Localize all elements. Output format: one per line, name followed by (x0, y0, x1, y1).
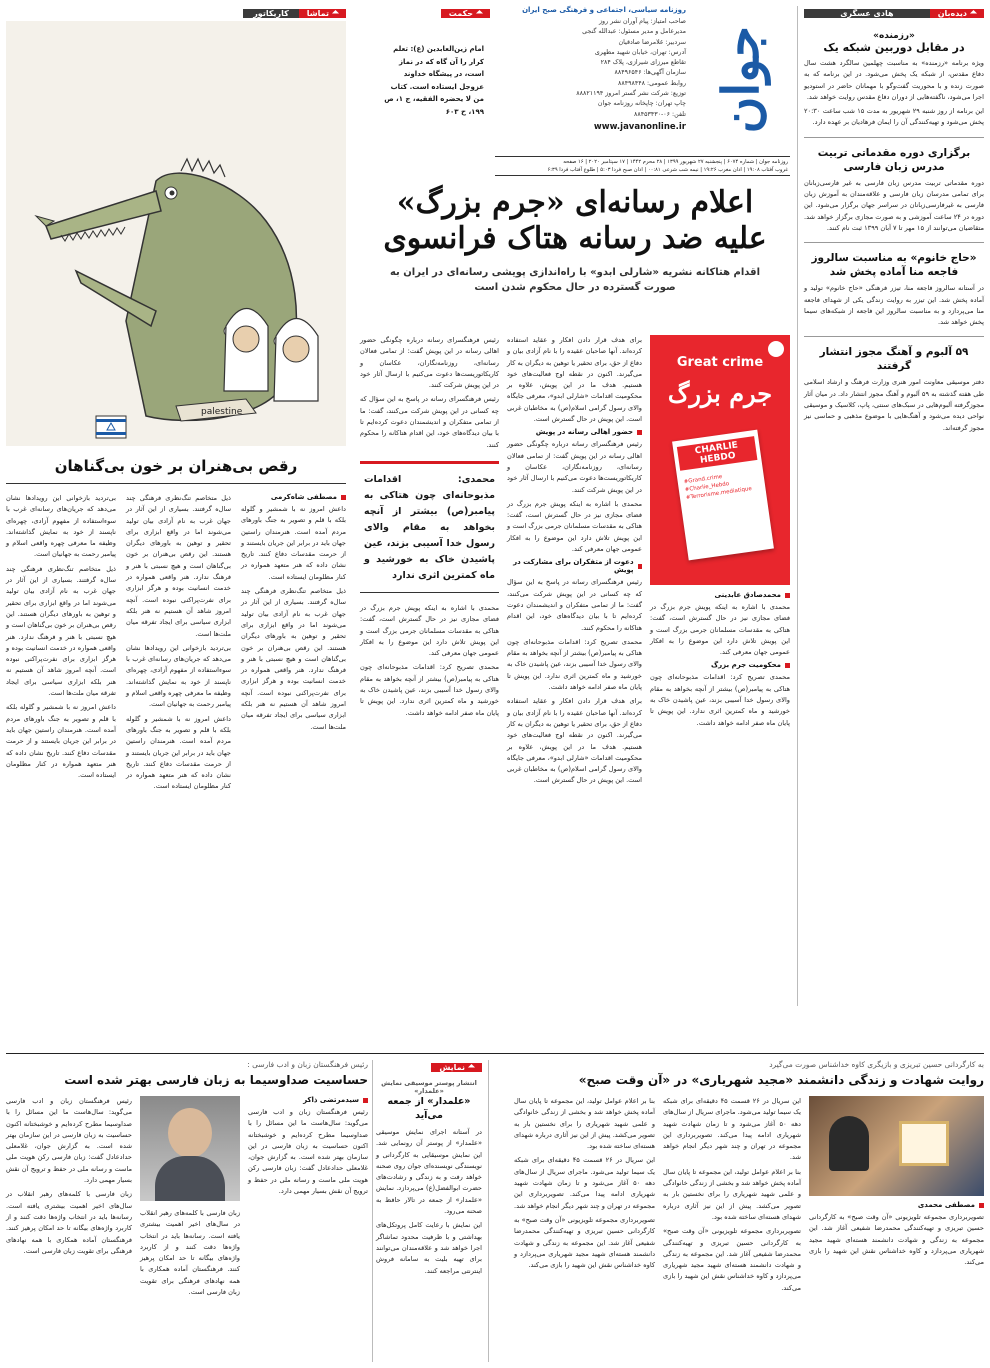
rc-h1: در مقابل دوربین شبکه یک (823, 41, 965, 54)
hekmat-box (365, 6, 490, 176)
staff-line: روابط عمومی: ۸۸۴۹۸۴۴۸ (617, 79, 686, 87)
rc-p3: در آستانه سالروز فاجعه منا، تیزر فرهنگی «حاج خانوم» تولید و آماده پخش شد. این تیزر به روایت زندگی یکی از شهدای فاجعه منا می‌پردازد و به مناسبت سالروز این فاجعه از شبکه‌های سیما پخش خواهد شد. (804, 284, 984, 327)
b1-byline: سیدمرتضی ذاکر (248, 1096, 368, 1104)
b1-photo (140, 1096, 240, 1201)
lead-sub-1: حضور اهالی رسانه در پویش (507, 428, 642, 436)
logo-text: جوان (710, 26, 770, 134)
logo (690, 6, 790, 154)
rc-h1-pre: «رزمنده» (873, 31, 915, 41)
issue-strip: روزنامه جوان | شماره ۶۰۷۴ | پنجشنبه ۲۷ شهریور ۱۳۹۹ | ۲۸ محرم ۱۴۴۲ | ۱۷ سپتامبر ۲۰۲۰ | ۱۶ صفحه غروب آفتاب ۱۹:۰۸ | اذان مغرب ۱۹:۲۶ | نیمه شب شرعی ۰۰:۸۱ | اذان صبح فردا ۵:۰۳ | طلوع آفتاب فردا ۶:۳۹ (495, 156, 790, 176)
staff-line: تقاطع میرزای شیرازی، پلاک ۲۸۴ (600, 59, 686, 67)
rc-h2: برگزاری دوره مقدماتی تربیت مدرس زبان فارسی (817, 146, 971, 173)
lead-poster: Great crime جرم بزرگ CHARLIE HEBDO #Grand.crime #Charlie_Hebdo #Terrorisme.mediatique محمدصادق عابدینی محمدی با اشاره به اینکه پویش جرم بزرگ در فضای مجازی نیز در حال گسترش است، گفت: هتاکی به مقدسات مسلمانان جرمی بزرگ است و این پویش تلاش دارد این موضوع را به افکار عمومی جهان معرفی کند. محکومیت جرم بزرگ محمدی تصریح کرد: اقدامات مذبوحانه‌ای چون هتاکی به پیامبر(ص) بیشتر از آنچه بخواهد به مقام والای رسول خدا آسیبی بزند، عین پاشیدن خاک به خورشید و ماه کمترین اثری ندارد. این پویش تا پایان ماه صفر ادامه خواهد داشت. (650, 335, 790, 785)
opinion-byline: مصطفی شاه‌کرمی (241, 493, 346, 501)
figure-right (274, 319, 318, 402)
staff-line: چاپ تهران: چاپخانه روزنامه جوان (597, 100, 686, 108)
b2-kicker: انتشار پوستر موسیقی نمایش «علمدار» (381, 1079, 477, 1095)
staff-line: توزیع: شرکت نشر گستر امروز ۸۸۸۲۱۱۹۴ (576, 90, 686, 98)
b1-headline: حساسیت صداوسیما به زبان فارسی بهتر شده است (64, 1073, 368, 1087)
figure-left (224, 309, 268, 392)
rc-p1b: این برنامه از روز شنبه ۲۹ شهریور به مدت ۱۵ شب ساعت ۲۰:۳۰ پخش می‌شود و تهیه‌کنندگی آن را ایمان فرهادیان بر عهده دارد. (804, 107, 984, 127)
lead-pullquote: محمدی: اقدامات مذبوحانه‌ای چون هتاکی به پیامبر(ص) بیشتر از آنچه بخواهد به مقام والای رسول خدا آسیبی بزند، عین پاشیدن خاک به خورشید و ماه کمترین اثری ندارد (360, 461, 499, 593)
b3-byline: مصطفی محمدی (809, 1201, 984, 1209)
opinion-headline: رقص بی‌هنران بر خون بی‌گناهان (6, 455, 346, 484)
lead-col-2: برای هدف قرار دادن افکار و عقاید استفاده کرده‌اند. آنها صاحبان عقیده را با نام آزادی بیان و دفاع از حق، برای تحقیر یا توهین به دیگران به کار می‌گیرند. اکنون در نقطه اوج فعالیت‌های خود هستیم. هدف ما در این پویش، علاوه بر محکومیت اقدامات «شارلی ابدو»، معرفی جایگاه والای رسول گرامی اسلام(ص) به مخاطبان غربی است. این پویش در حال گسترش است. حضور اهالی رسانه در پویش رئیس فرهنگسرای رسانه درباره چگونگی حضور اهالی رسانه در این پویش گفت: از تمامی فعالان رسانه‌ای، روزنامه‌نگاران، عکاسان و کاریکاتوریست‌ها دعوت می‌کنیم با ارسال آثار خود در این پویش شرکت کنند. محمدی با اشاره به اینکه پویش جرم بزرگ در فضای مجازی نیز در حال گسترش است، گفت: هتاکی به مقدسات مسلمانان جرمی بزرگ است و این پویش تلاش دارد این موضوع را به افکار عمومی جهان معرفی کند. دعوت از متفکران برای مشارکت در پویش رئیس فرهنگسرای رسانه در پاسخ به این سؤال که چه کسانی در این پویش شرکت می‌کنند، گفت: ما از تمامی متفکران و اندیشمندان دعوت کرده‌ایم تا با بیان دیدگاه‌های خود، این اقدام هتاکانه را محکوم کنند. محمدی تصریح کرد: اقدامات مذبوحانه‌ای چون هتاکی به پیامبر(ص) بیشتر از آنچه بخواهد به مقام والای رسول خدا آسیبی بزند، عین پاشیدن خاک به خورشید و ماه کمترین اثری ندارد. این پویش تا پایان ماه صفر ادامه خواهد داشت. برای هدف قرار دادن افکار و عقاید استفاده کرده‌اند. آنها صاحبان عقیده را با نام آزادی بیان و دفاع از حق، برای تحقیر یا توهین به دیگران به کار می‌گیرند. اکنون در نقطه اوج فعالیت‌های خود هستیم. هدف ما در این پویش، علاوه بر محکومیت اقدامات «شارلی ابدو»، معرفی جایگاه والای رسول گرامی اسلام(ص) به مخاطبان غربی است. این پویش در حال گسترش است. (507, 336, 642, 785)
rc-h3: «حاج خانوم» به مناسبت سالروز فاجعه منا آماده پخش شد (811, 252, 977, 279)
b3-kicker: به کارگردانی حسین تبریزی و بازیگری کاوه خداشناس صورت می‌گیرد (769, 1060, 984, 1069)
rc-p1: ویژه برنامه «رزمنده» به مناسبت چهلمین سالگرد هشت سال دفاع مقدس، از شبکه یک پخش می‌شود. در این برنامه که به صورت زنده و با محوریت گفت‌وگو با مهمانان حاضر در استودیو اجرا می‌شود، ناگفته‌هایی از دوران دفاع مقدس روایت خواهد شد. (804, 59, 984, 101)
b2-headline: «علمدار» از جمعه می‌آید (387, 1096, 471, 1121)
lead-sub-3: محکومیت جرم بزرگ (650, 661, 790, 669)
staff-line: آدرس: تهران، خیابان شهید مطهری (594, 48, 686, 56)
bottom-story-left: رئیس فرهنگستان زبان و ادب فارسی : حساسیت صداوسیما به زبان فارسی بهتر شده است سیدمرتضی ذاکر رئیس فرهنگستان زبان و ادب فارسی می‌گوید: سال‌هاست ما این مسائل را با صداوسیما مطرح کرده‌ایم و خوشبختانه اکنون حساسیت به زبان فارسی در این سازمان بهتر شده است. به گزارش جوان، غلامعلی حدادعادل گفت: زبان فارسی رکن هویت ملی ماست و رسانه ملی در حفظ و ترویج آن نقش بسیار مهمی دارد. رئیس فرهنگستان زبان و ادب فارسی می‌گوید: سال‌هاست ما این مسائل را با صداوسیما مطرح کرده‌ایم و خوشبختانه اکنون حساسیت به زبان فارسی در این سازمان بهتر شده است. به گزارش جوان، غلامعلی حدادعادل گفت: زبان فارسی رکن هویت ملی ماست و رسانه ملی در حفظ و ترویج آن نقش بسیار مهمی دارد. زبان فارسی با کلمه‌های رهبر انقلاب در سال‌های اخیر اهمیت بیشتری یافته است. رسانه‌ها باید در انتخاب واژه‌ها دقت کنند و از کاربرد واژه‌های بیگانه تا حد امکان پرهیز کنند. فرهنگستان آماده همکاری با همه نهادهای فرهنگی برای تقویت زبان فارسی است. زبان فارسی با کلمه‌های رهبر انقلاب در سال‌های اخیر اهمیت بیشتری یافته است. رسانه‌ها باید در انتخاب واژه‌ها دقت کنند و از کاربرد واژه‌های بیگانه تا حد امکان پرهیز کنند. فرهنگستان آماده همکاری با همه نهادهای فرهنگی برای تقویت زبان فارسی است. (6, 1060, 368, 1297)
b1-kicker: رئیس فرهنگستان زبان و ادب فارسی : (247, 1060, 368, 1069)
lead-byline: محمدصادق عابدینی (650, 591, 790, 599)
staff-list (496, 17, 686, 120)
staff-line: مدیرعامل و مدیر مسئول: عبدالله گنجی (582, 28, 686, 36)
hekmat-tag: حکمت (365, 6, 490, 21)
hekmat-quote: امام زین‌العابدین (ع): تعلم کرار را آن گاه که در نماز است، در پیشگاه خداوند عزوجل ایستاده است. کتاب من لا یحضره الفقیه، ج ۱، ص ۱۹۹، ح ۶۰۳ (384, 45, 484, 116)
b3-headline: روایت شهادت و زندگی دانشمند «مجید شهریاری» در «آن وقت صبح» (578, 1073, 984, 1087)
lead-headline-2: علیه ضد رسانه هتاک فرانسوی (383, 221, 767, 256)
b3-photo (809, 1096, 984, 1196)
b2-tag: نمایش (376, 1060, 482, 1075)
lead-col-3: رئیس فرهنگسرای رسانه درباره چگونگی حضور اهالی رسانه در این پویش گفت: از تمامی فعالان رسانه‌ای، روزنامه‌نگاران، عکاسان و کاریکاتوریست‌ها دعوت می‌کنیم با ارسال آثار خود در این پویش شرکت کنند. رئیس فرهنگسرای رسانه در پاسخ به این سؤال که چه کسانی در این پویش شرکت می‌کنند، گفت: ما از تمامی متفکران و اندیشمندان دعوت کرده‌ایم تا با بیان دیدگاه‌های خود، این اقدام هتاکانه را محکوم کنند. محمدی: اقدامات مذبوحانه‌ای چون هتاکی به پیامبر(ص) بیشتر از آنچه بخواهد به مقام والای رسول خدا آسیبی بزند، عین پاشیدن خاک به خورشید و ماه کمترین اثری ندارد محمدی با اشاره به اینکه پویش جرم بزرگ در فضای مجازی نیز در حال گسترش است، گفت: هتاکی به مقدسات مسلمانان جرمی بزرگ است و این پویش تلاش دارد این موضوع را به افکار عمومی جهان معرفی کند. محمدی تصریح کرد: اقدامات مذبوحانه‌ای چون هتاکی به پیامبر(ص) بیشتر از آنچه بخواهد به مقام والای رسول خدا آسیبی بزند، عین پاشیدن خاک به خورشید و ماه کمترین اثری ندارد. این پویش تا پایان ماه صفر ادامه خواهد داشت. (360, 336, 499, 717)
masthead (495, 6, 790, 178)
bottom-story-right: به کارگردانی حسین تبریزی و بازیگری کاوه خداشناس صورت می‌گیرد روایت شهادت و زندگی دانشمند «مجید شهریاری» در «آن وقت صبح» مصطفی محمدی تصویربرداری مجموعه تلویزیونی «آن وقت صبح» به کارگردانی حسین تبریزی و تهیه‌کنندگی محمدرضا شفیعی آغاز شد. این مجموعه به زندگی و شهادت دانشمند هسته‌ای شهید مجید شهریاری می‌پردازد و کاوه خداشناس نقش این شهید را بازی می‌کند. این سریال در ۲۶ قسمت ۴۵ دقیقه‌ای برای شبکه یک سیما تولید می‌شود. ماجرای سریال از سال‌های دهه ۵۰ آغاز می‌شود و تا زمان شهادت شهید شهریاری ادامه پیدا می‌کند. تصویربرداری این مجموعه در تهران و چند شهر دیگر انجام خواهد شد. بنا بر اعلام عوامل تولید، این مجموعه تا پایان سال آماده پخش خواهد شد و بخشی از زندگی خانوادگی و علمی شهید شهریاری را برای نخستین بار به تصویر می‌کشد. پیش از این نیز آثاری درباره شهدای هسته‌ای ساخته شده بود. تصویربرداری مجموعه تلویزیونی «آن وقت صبح» به کارگردانی حسین تبریزی و تهیه‌کنندگی محمدرضا شفیعی آغاز شد. این مجموعه به زندگی و شهادت دانشمند هسته‌ای شهید مجید شهریاری می‌پردازد و کاوه خداشناس نقش این شهید را بازی می‌کند. بنا بر اعلام عوامل تولید، این مجموعه تا پایان سال آماده پخش خواهد شد و بخشی از زندگی خانوادگی و علمی شهید شهریاری را برای نخستین بار به تصویر می‌کشد. پیش از این نیز آثاری درباره شهدای هسته‌ای ساخته شده بود. این سریال در ۲۶ قسمت ۴۵ دقیقه‌ای برای شبکه یک سیما تولید می‌شود. ماجرای سریال از سال‌های دهه ۵۰ آغاز می‌شود و تا زمان شهادت شهید شهریاری ادامه پیدا می‌کند. تصویربرداری این مجموعه در تهران و چند شهر دیگر انجام خواهد شد. تصویربرداری مجموعه تلویزیونی «آن وقت صبح» به کارگردانی حسین تبریزی و تهیه‌کنندگی محمدرضا شفیعی آغاز شد. این مجموعه به زندگی و شهادت دانشمند هسته‌ای شهید مجید شهریاری می‌پردازد و کاوه خداشناس نقش این شهید را بازی می‌کند. (514, 1060, 984, 1292)
lead-subhead: اقدام هتاکانه نشریه «شارلی ابدو» با راه‌اندازی پویشی رسانه‌ای در ایران به صورت گسترده در حال محکوم شدن است (389, 267, 761, 293)
poster-image: Great crime جرم بزرگ CHARLIE HEBDO #Grand.crime #Charlie_Hebdo #Terrorisme.mediatique (650, 335, 790, 585)
bottom-story-middle: نمایش انتشار پوستر موسیقی نمایش «علمدار» «علمدار» از جمعه می‌آید در آستانه اجرای نمایش موسیقی «علمدار» از پوستر آن رونمایی شد. این نمایش موسیقایی به کارگردانی و نویسندگی نویسنده‌ای جوان روی صحنه خواهد رفت و به زندگی و رشادت‌های حضرت ابوالفضل(ع) می‌پردازد. نمایش «علمدار» از جمعه در تالار حافظ به صحنه می‌رود. این نمایش با رعایت کامل پروتکل‌های بهداشتی و با ظرفیت محدود تماشاگر اجرا خواهد شد و علاقه‌مندان می‌توانند برای تهیه بلیت به سامانه فروش اینترنتی مراجعه کنند. (376, 1060, 482, 1362)
rc-p4: دفتر موسیقی معاونت امور هنری وزارت فرهنگ و ارشاد اسلامی طی هفته گذشته به ۵۹ آلبوم و آهنگ مجوز انتشار داد. در میان آثار مجوزگرفته آلبوم‌هایی در سبک‌های سنتی، پاپ، کلاسیک و موسیقی نواحی دیده می‌شود و آهنگ‌هایی با موضوع مذهبی و حماسی نیز مجوز گرفته‌اند. (804, 378, 984, 432)
cartoon-tag: تماشا کاریکاتور (6, 6, 346, 21)
staff-line: تلفن: ۰۶-۸۸۴۵۳۴۳۰ (633, 110, 686, 118)
opinion: رقص بی‌هنران بر خون بی‌گناهان مصطفی شاه‌کرمی داعش امروز نه با شمشیر و گلوله بلکه با قلم و تصویر به جنگ باورهای مردم آمده است. هنرمندان راستین جهان باید در برابر این جریان بایستند و از حرمت مقدسات دفاع کنند. تاریخ نشان داده که هنر متعهد همواره در کنار مظلومان ایستاده است. ذیل متخاصم تنگ‌نظری فرهنگی چند سال‌ه گرفتند. بسیاری از این آثار در جهان غرب به نام آزادی بیان تولید می‌شوند اما در واقع ابزاری برای تحقیر و توهین به باورهای دیگران هستند. این رقص بی‌هنران بر خون بی‌گناهان است و هیچ نسبتی با هنر و فرهنگ ندارد. هنر واقعی همواره در خدمت انسانیت بوده و هرگز ابزاری برای نفرت‌پراکنی نبوده است. آنچه امروز شاهد آن هستیم نه هنر بلکه ابزاری سیاسی برای ایجاد تفرقه میان ملت‌ها است. ذیل متخاصم تنگ‌نظری فرهنگی چند سال‌ه گرفتند. بسیاری از این آثار در جهان غرب به نام آزادی بیان تولید می‌شوند اما در واقع ابزاری برای تحقیر و توهین به باورهای دیگران هستند. این رقص بی‌هنران بر خون بی‌گناهان است و هیچ نسبتی با هنر و فرهنگ ندارد. هنر واقعی همواره در خدمت انسانیت بوده و هرگز ابزاری برای نفرت‌پراکنی نبوده است. آنچه امروز شاهد آن هستیم نه هنر بلکه ابزاری سیاسی برای ایجاد تفرقه میان ملت‌ها است. بی‌تردید بازخوانی این رویدادها نشان می‌دهد که جریان‌های رسانه‌ای غرب با سوءاستفاده از مفهوم آزادی، چهره‌ای ناپسند از خود به نمایش گذاشته‌اند. وظیفه ما معرفی چهره واقعی اسلام و پیامبر رحمت به جهانیان است. داعش امروز نه با شمشیر و گلوله بلکه با قلم و تصویر به جنگ باورهای مردم آمده است. هنرمندان راستین جهان باید در برابر این جریان بایستند و از حرمت مقدسات دفاع کنند. تاریخ نشان داده که هنر متعهد همواره در کنار مظلومان ایستاده است. بی‌تردید بازخوانی این رویدادها نشان می‌دهد که جریان‌های رسانه‌ای غرب با سوءاستفاده از مفهوم آزادی، چهره‌ای ناپسند از خود به نمایش گذاشته‌اند. وظیفه ما معرفی چهره واقعی اسلام و پیامبر رحمت به جهانیان است. ذیل متخاصم تنگ‌نظری فرهنگی چند سال‌ه گرفتند. بسیاری از این آثار در جهان غرب به نام آزادی بیان تولید می‌شوند اما در واقع ابزاری برای تحقیر و توهین به باورهای دیگران هستند. این رقص بی‌هنران بر خون بی‌گناهان است و هیچ نسبتی با هنر و فرهنگ ندارد. هنر واقعی همواره در خدمت انسانیت بوده و هرگز ابزاری برای نفرت‌پراکنی نبوده است. آنچه امروز شاهد آن هستیم نه هنر بلکه ابزاری سیاسی برای ایجاد تفرقه میان ملت‌ها است. داعش امروز نه با شمشیر و گلوله بلکه با قلم و تصویر به جنگ باورهای مردم آمده است. هنرمندان راستین جهان باید در برابر این جریان بایستند و از حرمت مقدسات دفاع کنند. تاریخ نشان داده که هنر متعهد همواره در کنار مظلومان ایستاده است. (6, 457, 346, 791)
website[interactable]: www.javanonline.ir (593, 121, 686, 132)
cartoon-image (6, 21, 346, 446)
rc-h4: ۵۹ آلبوم و آهنگ مجوز انتشار گرفتند (819, 346, 969, 373)
cartoon-box (6, 6, 346, 446)
lead-sub-2: دعوت از متفکران برای مشارکت در پویش (507, 558, 642, 574)
cartoon-label: palestine (201, 407, 243, 417)
staff-line: صاحب امتیاز: پیام آوران نشر روز (599, 18, 686, 25)
tagline: روزنامه سیاسی، اجتماعی و فرهنگی صبح ایران (522, 6, 686, 14)
lead-story (360, 185, 790, 1045)
staff-line: سردبیر: غلامرضا صادقیان (618, 38, 686, 46)
rc-p2: دوره مقدماتی تربیت مدرس زبان فارسی به غیر فارسی‌زبانان برای تمامی مدرسان زبان فارسی و علاقه‌مندان به آموزش زبان فارسی به غیرفارسی‌زبانان در سراسر جهان برگزار می‌شود. این دوره در ۲۴ ساعت آموزشی و به صورت مجازی برگزار خواهد شد. متقاضیان می‌توانند از ۱۵ مهر تا ۷ آبان ۱۳۹۹ ثبت نام کنند. (804, 178, 984, 232)
lead-headline-1: اعلام رسانه‌ای «جرم بزرگ» (396, 185, 754, 220)
corner-arrow-icon (476, 10, 483, 17)
staff-line: سازمان آگهی‌ها: ۸۸۴۹۶۵۴۶ (614, 69, 686, 77)
right-tag: دیده‌بان هادی عسگری (804, 6, 984, 21)
right-column (804, 6, 984, 1006)
